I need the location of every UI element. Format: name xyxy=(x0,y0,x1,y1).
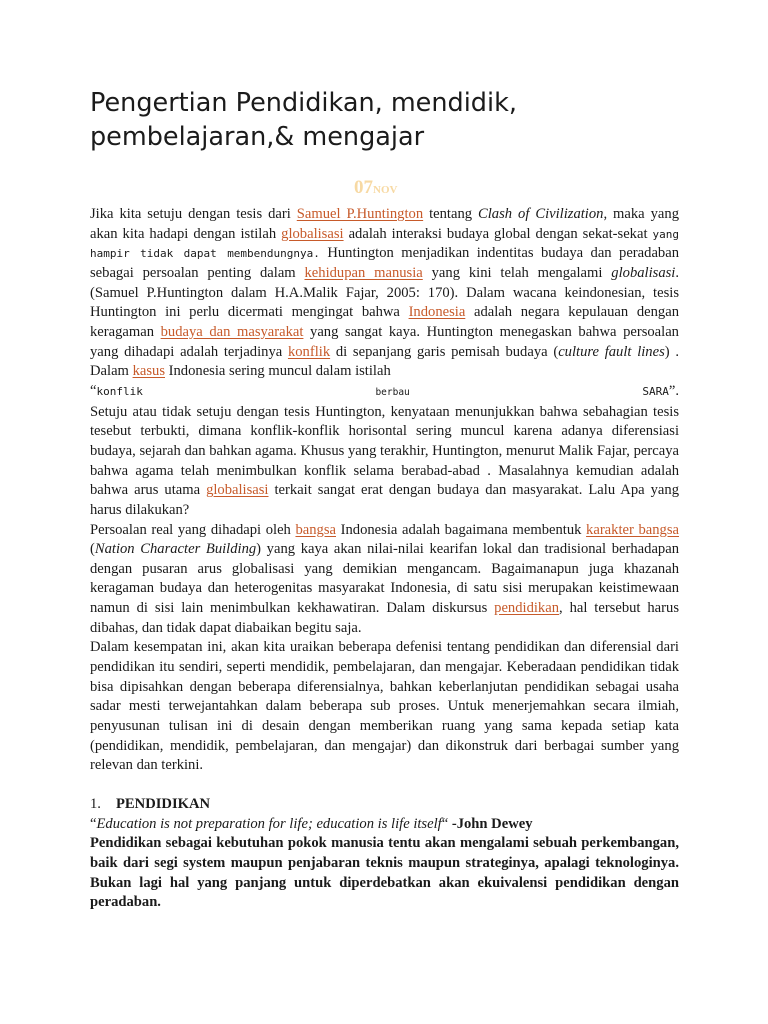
text-span: adalah negara kepulauan dengan keragaman xyxy=(90,304,679,340)
text-span: Pendidikan sebagai kebutuhan pokok manusia tentu akan mengalami sebuah perkembangan, baik dari segi system maupun penjabaran teknis maupun strateginya, apalagi teknologinya. Bukan lagi hal yang panjang untuk diperdebatkan akan ekuivalensi pendidikan dengan peradaban. xyxy=(90,835,679,911)
paragraph-karakter-bangsa xyxy=(90,521,679,639)
quote-author: -John Dewey xyxy=(448,815,533,832)
text-span: yang kini telah mengalami xyxy=(422,264,612,281)
text-span: Persoalan real yang dihadapi oleh xyxy=(90,521,296,538)
section-title: PENDIDIKAN xyxy=(116,796,211,813)
quote-mark: “ xyxy=(90,382,97,399)
text-span: adalah interaksi budaya global dengan sekat-sekat xyxy=(343,225,653,242)
mono-text: konflik xyxy=(96,384,143,398)
link-globalisasi[interactable]: globalisasi xyxy=(281,225,344,242)
link-kehidupan-manusia[interactable]: kehidupan manusia xyxy=(304,264,423,281)
text-span: . (Samuel P.Huntington dalam H.A.Malik Fajar, 2005: 170). Dalam wacana keindonesian, tesis Huntington ini perlu dicermati mengingat bahwa xyxy=(90,264,680,321)
mono-text: SARA xyxy=(642,384,669,398)
post-date-day: 07 xyxy=(354,177,373,198)
link-kasus[interactable]: kasus xyxy=(132,363,165,380)
text-span: Indonesia sering muncul dalam istilah xyxy=(165,363,391,380)
section-number: 1. xyxy=(90,796,101,813)
post-date-month: NOV xyxy=(373,184,398,196)
paragraph-pendidikan xyxy=(90,834,679,913)
text-span: ) yang kaya akan nilai-nilai kearifan lokal dan tradisional berhadapan dengan pusaran arus globalisasi yang demikian mengancam. Bagaimanapun juga khazanah keragaman budaya dan heterogenitas masyarakat Indonesia, di satu sisi merupakan keistimewaan namun di sisi lain menimbulkan kekhawatiran. Dalam diskursus xyxy=(90,541,679,617)
mono-text: berbau xyxy=(375,386,410,398)
title-line-2: pembelajaran,& mengajar xyxy=(90,122,425,152)
paragraph-intro xyxy=(90,205,679,382)
text-span: Dalam kesempatan ini, akan kita uraikan beberapa defenisi tentang pendidikan dan diferensial dari pendidikan itu sendiri, seperti mendidik, pembelajaran, dan mengajar. Keberadaan pendidikan tidak bisa dipisahkan dengan beberapa diferensialnya, bahkan keberlanjutan pendidikan sebagai usaha sadar mesti terwejantahkan dalam beberapa sub proses. Untuk menerjemahkan secara ilmiah, penyusunan tulisan ini di desain dengan memberikan ruang yang sama kepada setiap kata (pendidikan, mendidik, pembelajaran, dan mengajar) dan dikonstruk dari berbagai sumber yang relevan dan terkini. xyxy=(90,639,679,774)
link-pendidikan[interactable]: pendidikan xyxy=(494,600,560,617)
section-heading-pendidikan xyxy=(90,795,679,815)
post-date xyxy=(354,177,397,199)
text-span: Jika kita setuju dengan tesis dari xyxy=(90,206,297,222)
link-karakter-bangsa[interactable]: karakter bangsa xyxy=(586,521,679,538)
italic-text: Nation Character Building xyxy=(94,541,257,558)
link-samuel-huntington[interactable]: Samuel P.Huntington xyxy=(296,206,424,222)
text-span: di sepanjang garis pemisah budaya ( xyxy=(330,343,559,360)
quote-mark: “ xyxy=(441,815,449,832)
text-span: Setuju atau tidak setuju dengan tesis Huntington, kenyataan menunjukkan bahwa sebahagian tesis tesebut terbukti, dimana konflik-konflik horisontal sering muncul karena adanya diferensiasi budaya, sejarah dan bahkan agama. Khusus yang terakhir, Huntington, menurut Malik Fajar, percaya bahwa agama telah menimbulkan konflik selama berabad-abad . Masalahnya kemudian adalah bahwa arus utama xyxy=(90,403,679,499)
link-indonesia[interactable]: Indonesia xyxy=(408,304,466,321)
paragraph-huntington xyxy=(90,403,679,521)
text-span: ( xyxy=(90,541,95,558)
quote-line xyxy=(90,815,679,835)
quote-mark: ”. xyxy=(668,382,679,399)
link-konflik[interactable]: konflik xyxy=(287,343,331,360)
text-span: , maka yang akan kita hadapi dengan istilah xyxy=(90,206,679,242)
paragraph-definisi xyxy=(90,638,679,776)
link-budaya-dan-masyarakat[interactable]: budaya dan masyarakat xyxy=(160,323,304,340)
article-body xyxy=(90,205,679,913)
italic-text: Clash of Civilization xyxy=(478,206,604,222)
text-span: Huntington menjadikan indentitas budaya dan peradaban sebagai persoalan penting dalam xyxy=(90,245,679,281)
text-span: Indonesia adalah bagaimana membentuk xyxy=(336,521,587,538)
text-span: yang sangat kaya. Huntington menegaskan bahwa persoalan yang dihadapi adalah terjadinya xyxy=(90,323,679,360)
mono-text: yang hampir tidak dapat membendungnya. xyxy=(90,227,679,261)
italic-text: culture fault lines xyxy=(558,343,665,360)
text-span: terkait sangat erat dengan budaya dan masyarakat. Lalu Apa yang harus dilakukan? xyxy=(90,482,679,518)
text-span: , hal tersebut harus dibahas, dan tidak dapat diabaikan begitu saja. xyxy=(90,600,679,636)
link-globalisasi-2[interactable]: globalisasi xyxy=(206,482,269,499)
page-title xyxy=(90,86,690,154)
text-span: tentang xyxy=(423,206,479,222)
title-line-1: Pengertian Pendidikan, mendidik, xyxy=(90,88,517,118)
link-bangsa[interactable]: bangsa xyxy=(295,521,336,538)
paragraph-intro-tail xyxy=(90,382,679,403)
quote-text: Education is not preparation for life; education is life itself xyxy=(96,815,442,832)
quote-mark: “ xyxy=(90,815,97,832)
text-span: ) . Dalam xyxy=(90,343,679,380)
italic-text: globalisasi xyxy=(611,264,676,281)
